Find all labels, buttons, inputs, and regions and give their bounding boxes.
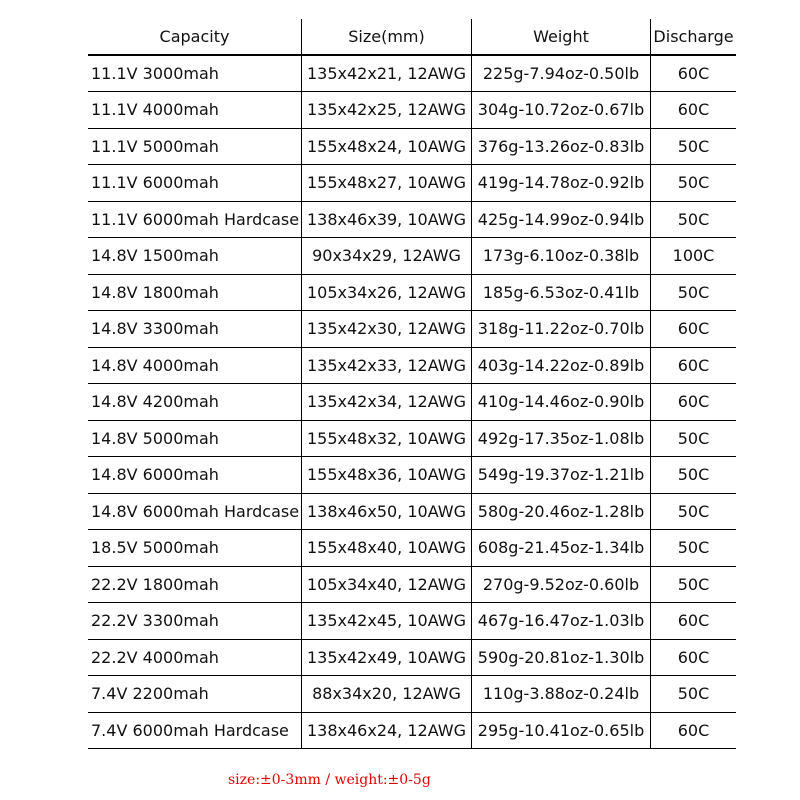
table-row [88,165,736,202]
capacity-cell: 18.5V 5000mah [88,530,302,566]
weight-cell: 467g-16.47oz-1.03lb [472,603,651,639]
size-cell: 135x42x21, 12AWG [302,56,472,92]
header-weight: Weight [472,19,651,54]
size-cell: 135x42x30, 12AWG [302,311,472,347]
table-row [88,530,736,567]
capacity-cell: 22.2V 4000mah [88,640,302,676]
discharge-cell: 60C [677,63,710,83]
weight-cell: 295g-10.41oz-0.65lb [472,713,651,749]
capacity-cell: 14.8V 3300mah [88,311,302,347]
size-cell: 135x42x25, 12AWG [302,92,472,128]
discharge-cell: 60C [677,647,710,667]
size-cell: 135x42x34, 12AWG [302,384,472,420]
discharge-cell: 100C [672,246,715,266]
weight-cell: 173g-6.10oz-0.38lb [472,238,651,274]
discharge-cell: 50C [677,173,710,193]
size-cell: 138x46x50, 10AWG [302,494,472,530]
capacity-cell: 22.2V 1800mah [88,567,302,603]
table-header-row [88,19,736,56]
header-discharge: Discharge [653,26,734,46]
capacity-cell: 7.4V 2200mah [88,676,302,712]
discharge-cell: 60C [677,319,710,339]
discharge-cell: 50C [677,428,710,448]
weight-cell: 304g-10.72oz-0.67lb [472,92,651,128]
weight-cell: 419g-14.78oz-0.92lb [472,165,651,201]
discharge-cell: 60C [677,720,710,740]
table-row [88,348,736,385]
size-cell: 155x48x24, 10AWG [302,129,472,165]
table-row [88,238,736,275]
weight-cell: 425g-14.99oz-0.94lb [472,202,651,238]
weight-cell: 318g-11.22oz-0.70lb [472,311,651,347]
discharge-cell: 60C [677,611,710,631]
capacity-cell: 14.8V 1500mah [88,238,302,274]
weight-cell: 185g-6.53oz-0.41lb [472,275,651,311]
weight-cell: 403g-14.22oz-0.89lb [472,348,651,384]
size-cell: 135x42x33, 12AWG [302,348,472,384]
discharge-cell: 50C [677,136,710,156]
weight-cell: 580g-20.46oz-1.28lb [472,494,651,530]
size-cell: 105x34x40, 12AWG [302,567,472,603]
table-row [88,275,736,312]
table-row [88,640,736,677]
capacity-cell: 14.8V 6000mah [88,457,302,493]
capacity-cell: 14.8V 4200mah [88,384,302,420]
size-cell: 138x46x39, 10AWG [302,202,472,238]
weight-cell: 110g-3.88oz-0.24lb [472,676,651,712]
capacity-cell: 14.8V 5000mah [88,421,302,457]
table-row [88,603,736,640]
weight-cell: 376g-13.26oz-0.83lb [472,129,651,165]
discharge-cell: 50C [677,209,710,229]
table-row [88,311,736,348]
battery-spec-table [88,19,736,749]
table-row [88,494,736,531]
discharge-cell: 60C [677,392,710,412]
size-cell: 155x48x40, 10AWG [302,530,472,566]
discharge-cell: 50C [677,501,710,521]
table-row [88,129,736,166]
table-row [88,676,736,713]
table-row [88,457,736,494]
discharge-cell: 50C [677,684,710,704]
tolerance-note: size:±0-3mm / weight:±0-5g [228,772,431,788]
table-row [88,56,736,93]
weight-cell: 410g-14.46oz-0.90lb [472,384,651,420]
discharge-cell: 60C [677,100,710,120]
table-row [88,713,736,750]
capacity-cell: 11.1V 6000mah Hardcase [88,202,302,238]
weight-cell: 270g-9.52oz-0.60lb [472,567,651,603]
table-row [88,202,736,239]
capacity-cell: 11.1V 3000mah [88,56,302,92]
size-cell: 155x48x27, 10AWG [302,165,472,201]
table-row [88,384,736,421]
header-capacity: Capacity [88,19,302,54]
discharge-cell: 50C [677,282,710,302]
table-row [88,92,736,129]
size-cell: 155x48x32, 10AWG [302,421,472,457]
capacity-cell: 7.4V 6000mah Hardcase [88,713,302,749]
capacity-cell: 14.8V 6000mah Hardcase [88,494,302,530]
discharge-cell: 50C [677,538,710,558]
weight-cell: 549g-19.37oz-1.21lb [472,457,651,493]
capacity-cell: 11.1V 5000mah [88,129,302,165]
capacity-cell: 22.2V 3300mah [88,603,302,639]
size-cell: 105x34x26, 12AWG [302,275,472,311]
table-body [88,56,736,750]
table-row [88,567,736,604]
discharge-cell: 50C [677,574,710,594]
weight-cell: 492g-17.35oz-1.08lb [472,421,651,457]
capacity-cell: 14.8V 1800mah [88,275,302,311]
header-size: Size(mm) [302,19,472,54]
discharge-cell: 50C [677,465,710,485]
size-cell: 155x48x36, 10AWG [302,457,472,493]
size-cell: 135x42x45, 10AWG [302,603,472,639]
weight-cell: 608g-21.45oz-1.34lb [472,530,651,566]
weight-cell: 225g-7.94oz-0.50lb [472,56,651,92]
capacity-cell: 14.8V 4000mah [88,348,302,384]
size-cell: 88x34x20, 12AWG [302,676,472,712]
size-cell: 90x34x29, 12AWG [302,238,472,274]
capacity-cell: 11.1V 4000mah [88,92,302,128]
size-cell: 135x42x49, 10AWG [302,640,472,676]
capacity-cell: 11.1V 6000mah [88,165,302,201]
size-cell: 138x46x24, 12AWG [302,713,472,749]
discharge-cell: 60C [677,355,710,375]
weight-cell: 590g-20.81oz-1.30lb [472,640,651,676]
table-row [88,421,736,458]
